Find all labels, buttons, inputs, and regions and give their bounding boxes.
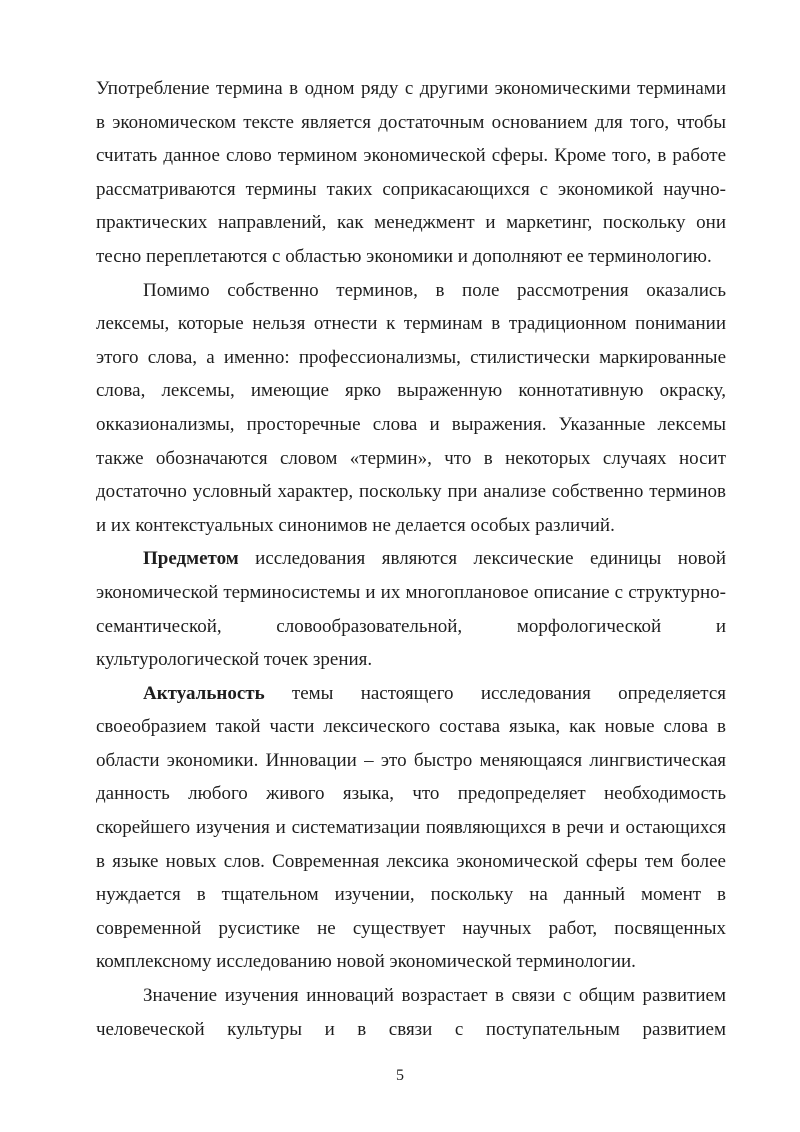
page-number: 5: [396, 1067, 404, 1084]
paragraph-3-text: исследования являются лексические единицы новой экономической терминосистемы и их многоплановое описание с структурно-семантической, словообразовательной, морфологической и культурологической точек зрения.: [96, 548, 726, 671]
paragraph-4-lead: Актуальность: [143, 682, 265, 704]
paragraph-4: [96, 677, 726, 979]
paragraph-4-text: темы настоящего исследования определяется своеобразием такой части лексического состава языка, как новые слова в области экономики. Инновации – это быстро меняющаяся лингвистическая данность любого живого языка, что предопределяет необходимость скорейшего изучения и систематизации появляющихся в речи и остающихся в языке новых слов. Современная лексика экономической сферы тем более нуждается в тщательном изучении, поскольку на данный момент в современной русистике не существует научных работ, посвященных комплексному исследованию новой экономической терминологии.: [96, 682, 726, 973]
paragraph-2-text: Помимо собственно терминов, в поле рассмотрения оказались лексемы, которые нельзя отнести к терминам в традиционном понимании этого слова, а именно: профессионализмы, стилистически маркированные слова, лексемы, имеющие ярко выраженную коннотативную окраску, окказионализмы, просторечные слова и выражения. Указанные лексемы также обозначаются словом «термин», что в некоторых случаях носит достаточно условный характер, поскольку при анализе собственно терминов и их контекстуальных синонимов не делается особых различий.: [96, 279, 726, 536]
paragraph-3-lead: Предметом: [143, 548, 239, 570]
paragraph-1: [96, 72, 726, 274]
document-page: [96, 72, 726, 1046]
paragraph-3: [96, 542, 726, 676]
paragraph-2: [96, 274, 726, 543]
paragraph-1-text: Употребление термина в одном ряду с другими экономическими терминами в экономическом тексте является достаточным основанием для того, чтобы считать данное слово термином экономической сферы. Кроме того, в работе рассматриваются термины таких соприкасающихся с экономикой научно-практических направлений, как менеджмент и маркетинг, поскольку они тесно переплетаются с областью экономики и дополняют ее терминологию.: [96, 78, 726, 267]
paragraph-5-text: Значение изучения инноваций возрастает в связи с общим развитием человеческой культуры и в связи с поступательным развитием: [96, 985, 726, 1040]
paragraph-5: [96, 979, 726, 1046]
